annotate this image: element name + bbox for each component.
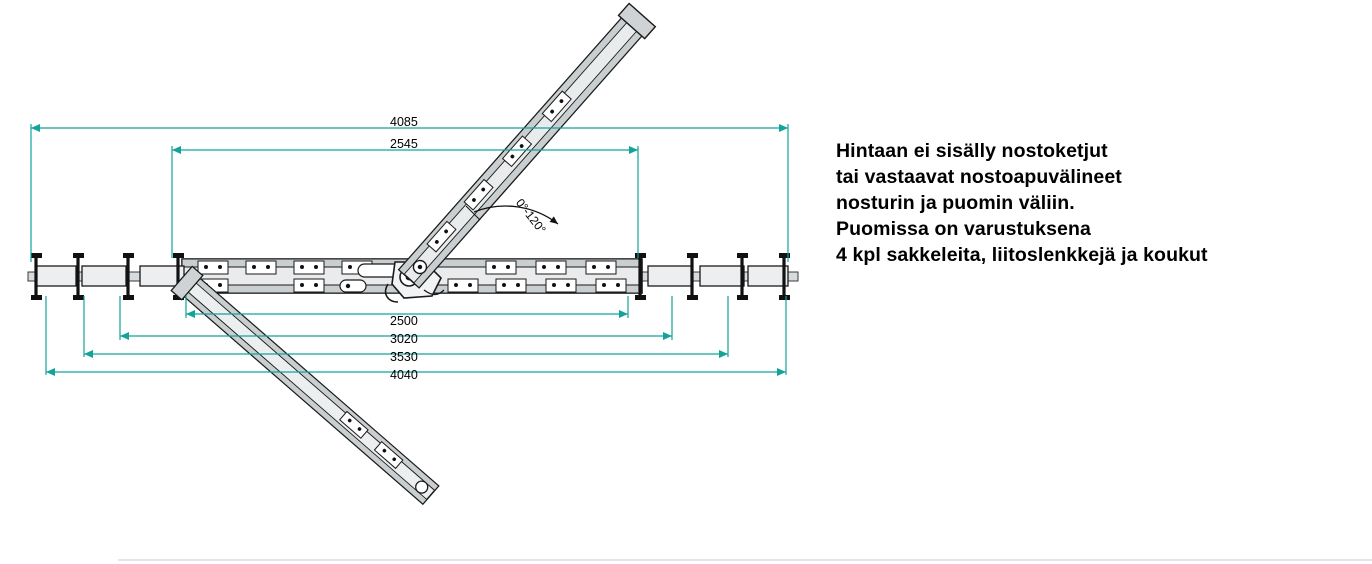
dimension-label-4040: 4040 — [390, 368, 418, 382]
upper-diagonal-boom — [396, 3, 655, 290]
dimension-label-2500: 2500 — [390, 314, 418, 328]
lower-diagonal-boom — [171, 266, 441, 507]
angle-label: 0°-120° — [512, 196, 549, 237]
note-line-5: 4 kpl sakkeleita, liitoslenkkejä ja koukut — [836, 244, 1208, 266]
note-line-4: Puomissa on varustuksena — [836, 218, 1091, 240]
dimension-label-4085: 4085 — [390, 115, 418, 129]
note-line-1: Hintaan ei sisälly nostoketjut — [836, 140, 1108, 162]
dimension-label-3020: 3020 — [390, 332, 418, 346]
dimension-label-3530: 3530 — [390, 350, 418, 364]
note-line-3: nosturin ja puomin väliin. — [836, 192, 1075, 214]
dimension-label-2545: 2545 — [390, 137, 418, 151]
note-block — [836, 138, 1356, 268]
note-line-2: tai vastaavat nostoapuvälineet — [836, 166, 1122, 188]
